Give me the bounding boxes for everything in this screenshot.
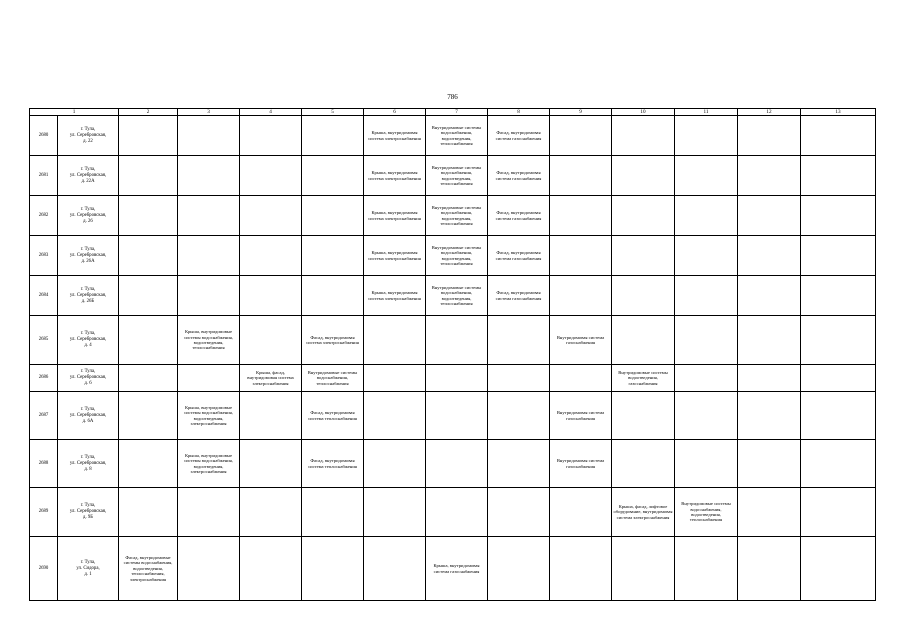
row-number: 2684: [30, 276, 58, 316]
work-cell: [488, 365, 550, 392]
work-cell: [675, 156, 738, 196]
work-cell: [801, 236, 876, 276]
work-cell: [612, 440, 675, 488]
address-line: ул. Сидора,: [76, 565, 100, 571]
address-line: д. 6: [84, 381, 92, 386]
header-cell: 1: [30, 109, 119, 116]
work-cell: Фасад, внутридомовая система газоснабжения: [488, 116, 550, 156]
work-cell: Крыша, внутридомовая система электроснабжения: [364, 236, 426, 276]
work-cell: [302, 276, 364, 316]
row-number: 2690: [30, 537, 58, 601]
address-cell: [58, 537, 119, 601]
work-cell: [119, 440, 178, 488]
work-cell: [738, 116, 801, 156]
table-row: [30, 488, 876, 537]
work-cell: [801, 365, 876, 392]
address-line: д. 4: [84, 343, 92, 348]
work-cell: [178, 236, 240, 276]
work-cell: [612, 392, 675, 440]
work-cell: [240, 316, 302, 365]
address-line: ул. Серебровская,: [69, 132, 107, 138]
header-row: [30, 109, 876, 116]
work-cell: [178, 537, 240, 601]
table-row: [30, 276, 876, 316]
work-cell: [801, 537, 876, 601]
work-cell: Внутридомовые системы водоснабжения, водоотведения, теплоснабжения: [426, 156, 488, 196]
table-body: [30, 109, 876, 601]
work-cell: [302, 196, 364, 236]
address-line: г. Тула,: [80, 206, 96, 212]
work-cell: [612, 537, 675, 601]
address-cell: [58, 365, 119, 392]
work-cell: Фасад, внутридомовая система газоснабжения: [488, 196, 550, 236]
work-cell: Фасад, внутридомовая система электроснабжения: [302, 316, 364, 365]
work-cell: [550, 537, 612, 601]
work-cell: Внутридомовая система газоснабжения: [550, 392, 612, 440]
work-cell: [675, 365, 738, 392]
work-cell: [738, 440, 801, 488]
work-cell: [364, 365, 426, 392]
work-cell: [738, 537, 801, 601]
address-line: ул. Серебровская,: [69, 252, 107, 258]
work-cell: [426, 365, 488, 392]
work-cell: [302, 236, 364, 276]
work-cell: [801, 488, 876, 537]
work-cell: [550, 236, 612, 276]
work-cell: [612, 116, 675, 156]
work-cell: [119, 116, 178, 156]
work-cell: [364, 440, 426, 488]
address-line: г. Тула,: [80, 369, 96, 374]
work-cell: [550, 276, 612, 316]
work-cell: [738, 196, 801, 236]
work-cell: Внутридомовые системы водоснабжения, водоотведения, теплоснабжения: [426, 116, 488, 156]
work-cell: Фасад, внутридомовые системы водоснабжения, водоотведения, теплоснабжения, электроснабжения: [119, 537, 178, 601]
address-line: г. Тула,: [80, 166, 96, 172]
work-cell: Внутридомовые системы водоснабжения, водоотведения, теплоснабжения: [426, 276, 488, 316]
register-table: [29, 108, 876, 601]
work-cell: Фасад, внутридомовая система теплоснабжения: [302, 392, 364, 440]
row-number: 2682: [30, 196, 58, 236]
work-cell: [550, 116, 612, 156]
work-cell: [178, 488, 240, 537]
address-line: д. 22: [83, 138, 93, 144]
work-cell: [488, 392, 550, 440]
work-cell: [426, 392, 488, 440]
work-cell: [119, 392, 178, 440]
work-cell: [550, 488, 612, 537]
work-cell: [302, 116, 364, 156]
work-cell: [178, 116, 240, 156]
work-cell: [364, 316, 426, 365]
address-line: г. Тула,: [80, 331, 96, 336]
address-cell: [58, 156, 119, 196]
work-cell: Внутридомовые системы водоснабжения, водоотведения, теплоснабжения: [426, 196, 488, 236]
table-row: [30, 316, 876, 365]
work-cell: Крыша, внутридомовая система электроснабжения: [364, 156, 426, 196]
work-cell: [738, 276, 801, 316]
work-cell: [119, 156, 178, 196]
work-cell: [119, 365, 178, 392]
header-cell: 4: [240, 109, 302, 116]
address-cell: [58, 236, 119, 276]
work-cell: [612, 196, 675, 236]
header-cell: 12: [738, 109, 801, 116]
address-cell: [58, 392, 119, 440]
work-cell: [488, 488, 550, 537]
address-line: д. 22А: [81, 178, 95, 184]
row-number: 2681: [30, 156, 58, 196]
work-cell: [178, 276, 240, 316]
work-cell: [240, 440, 302, 488]
address-line: ул. Серебровская,: [69, 212, 107, 218]
work-cell: Крыша, внутридомовые системы водоснабжения, водоотведения, электроснабжения: [178, 440, 240, 488]
work-cell: [550, 156, 612, 196]
address-line: ул. Серебровская,: [69, 337, 107, 342]
work-cell: [738, 488, 801, 537]
row-number: 2687: [30, 392, 58, 440]
work-cell: [612, 316, 675, 365]
work-cell: [488, 440, 550, 488]
work-cell: [738, 365, 801, 392]
table-row: [30, 156, 876, 196]
table-row: [30, 537, 876, 601]
work-cell: [178, 365, 240, 392]
header-cell: 6: [364, 109, 426, 116]
work-cell: [675, 537, 738, 601]
work-cell: [675, 236, 738, 276]
work-cell: [178, 196, 240, 236]
address-line: г. Тула,: [80, 503, 96, 508]
work-cell: [675, 316, 738, 365]
work-cell: [550, 196, 612, 236]
work-cell: [801, 196, 876, 236]
address-line: ул. Серебровская,: [69, 172, 107, 178]
work-cell: Крыша, внутридомовая система электроснабжения: [364, 116, 426, 156]
work-cell: [801, 276, 876, 316]
address-cell: [58, 196, 119, 236]
work-cell: [240, 488, 302, 537]
address-line: г. Тула,: [80, 126, 96, 132]
address-cell: [58, 440, 119, 488]
work-cell: [240, 537, 302, 601]
address-line: д. 26Б: [81, 298, 95, 304]
work-cell: [240, 156, 302, 196]
address-line: ул. Серебровская,: [69, 460, 107, 466]
row-number: 2685: [30, 316, 58, 365]
address-cell: [58, 316, 119, 365]
work-cell: [119, 488, 178, 537]
address-line: г. Тула,: [80, 286, 96, 292]
work-cell: [302, 156, 364, 196]
work-cell: Крыша, внутридомовые системы водоснабжения, водоотведения, электроснабжения: [178, 392, 240, 440]
table-row: [30, 365, 876, 392]
address-line: г. Тула,: [80, 454, 96, 460]
address-cell: [58, 276, 119, 316]
work-cell: [119, 276, 178, 316]
work-cell: [488, 316, 550, 365]
work-cell: [675, 392, 738, 440]
header-cell: 2: [119, 109, 178, 116]
work-cell: Внутридомовая система газоснабжения: [550, 316, 612, 365]
work-cell: [119, 196, 178, 236]
work-cell: Крыша, внутридомовая система электроснабжения: [364, 196, 426, 236]
address-line: ул. Серебровская,: [69, 292, 107, 298]
work-cell: [178, 156, 240, 196]
work-cell: [801, 116, 876, 156]
row-number: 2683: [30, 236, 58, 276]
work-cell: [738, 392, 801, 440]
table-row: [30, 196, 876, 236]
header-cell: 5: [302, 109, 364, 116]
work-cell: [801, 392, 876, 440]
work-cell: Крыша, фасад, внутридомовая система электроснабжения: [240, 365, 302, 392]
address-line: д. 26А: [81, 258, 95, 264]
work-cell: [119, 316, 178, 365]
work-cell: [426, 488, 488, 537]
work-cell: [240, 116, 302, 156]
address-cell: [58, 488, 119, 537]
address-line: г. Тула,: [80, 246, 96, 252]
row-number: 2686: [30, 365, 58, 392]
address-line: д. 1: [84, 571, 92, 577]
work-cell: [612, 236, 675, 276]
work-cell: [675, 440, 738, 488]
header-cell: 3: [178, 109, 240, 116]
work-cell: [240, 196, 302, 236]
address-line: д. 6А: [82, 418, 94, 424]
work-cell: Крыша, внутридомовая система газоснабжения: [426, 537, 488, 601]
work-cell: [426, 316, 488, 365]
work-cell: Внутридомовые системы водоснабжения, водоотведения, теплоснабжения: [675, 488, 738, 537]
header-cell: 8: [488, 109, 550, 116]
table-row: [30, 116, 876, 156]
header-cell: 9: [550, 109, 612, 116]
work-cell: [612, 276, 675, 316]
work-cell: [364, 537, 426, 601]
work-cell: [612, 156, 675, 196]
work-cell: Фасад, внутридомовая система теплоснабжения: [302, 440, 364, 488]
header-cell: 10: [612, 109, 675, 116]
row-number: 2689: [30, 488, 58, 537]
work-cell: [738, 236, 801, 276]
row-number: 2688: [30, 440, 58, 488]
work-cell: Крыша, внутридомовая система электроснабжения: [364, 276, 426, 316]
address-line: д. 26: [83, 218, 93, 224]
work-cell: [801, 316, 876, 365]
work-cell: Внутридомовые системы водоотведения, газоснабжения: [612, 365, 675, 392]
address-line: ул. Серебровская,: [69, 375, 107, 380]
work-cell: [240, 236, 302, 276]
header-cell: 7: [426, 109, 488, 116]
address-line: ул. Серебровская,: [69, 412, 107, 418]
work-cell: [488, 537, 550, 601]
work-cell: Крыша, внутридомовые системы водоснабжения, водоотведения, теплоснабжения: [178, 316, 240, 365]
work-cell: Крыша, фасад, лифтовое оборудование, внутридомовая система электроснабжения: [612, 488, 675, 537]
header-cell: 11: [675, 109, 738, 116]
address-cell: [58, 116, 119, 156]
page-number: 786: [447, 93, 458, 101]
table-row: [30, 440, 876, 488]
work-cell: [738, 156, 801, 196]
table-row: [30, 236, 876, 276]
work-cell: [426, 440, 488, 488]
work-cell: [364, 392, 426, 440]
work-cell: Фасад, внутридомовая система газоснабжения: [488, 276, 550, 316]
address-line: д. 9Б: [83, 515, 93, 520]
work-cell: Фасад, внутридомовая система газоснабжения: [488, 156, 550, 196]
work-cell: [738, 316, 801, 365]
work-cell: [364, 488, 426, 537]
work-cell: [119, 236, 178, 276]
work-cell: [240, 276, 302, 316]
work-cell: [240, 392, 302, 440]
address-line: д. 8: [84, 466, 92, 472]
address-line: г. Тула,: [80, 559, 96, 565]
work-cell: [675, 116, 738, 156]
work-cell: Внутридомовая система газоснабжения: [550, 440, 612, 488]
work-cell: [302, 537, 364, 601]
work-cell: Внутридомовые системы водоснабжения, теплоснабжения: [302, 365, 364, 392]
row-number: 2680: [30, 116, 58, 156]
work-cell: [675, 276, 738, 316]
table-row: [30, 392, 876, 440]
work-cell: [801, 156, 876, 196]
header-cell: 13: [801, 109, 876, 116]
address-line: г. Тула,: [80, 406, 96, 412]
work-cell: [302, 488, 364, 537]
work-cell: [801, 440, 876, 488]
work-cell: [550, 365, 612, 392]
work-cell: [675, 196, 738, 236]
address-line: ул. Серебровская,: [69, 509, 107, 514]
work-cell: Фасад, внутридомовая система газоснабжения: [488, 236, 550, 276]
work-cell: Внутридомовые системы водоснабжения, водоотведения, теплоснабжения: [426, 236, 488, 276]
